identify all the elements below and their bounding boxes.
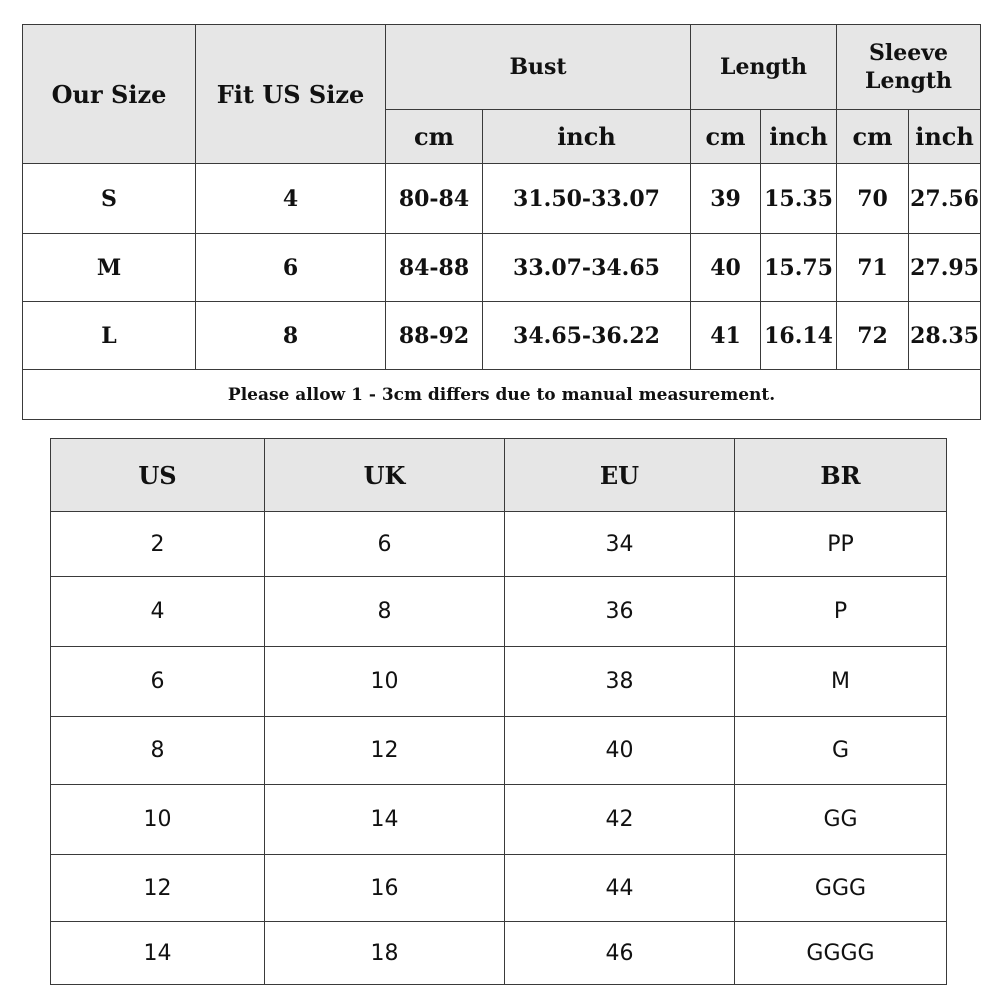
header-our-size: Our Size [23,25,196,164]
br-cell: G [735,717,947,785]
unit-bust-inch: inch [483,110,691,164]
header-sleeve-length [837,25,981,110]
eu-cell: 34 [505,512,735,577]
eu-cell: 42 [505,785,735,855]
sleeve-inch-cell: 27.56 [909,164,981,234]
br-cell: M [735,647,947,717]
br-cell: PP [735,512,947,577]
unit-bust-cm: cm [386,110,483,164]
unit-length-inch: inch [761,110,837,164]
length-inch-cell: 16.14 [761,302,837,370]
bust-cm-cell: 80-84 [386,164,483,234]
us-cell: 10 [51,785,265,855]
uk-cell: 14 [265,785,505,855]
unit-length-cm: cm [691,110,761,164]
header-sleeve-length-line2: Length [865,68,953,94]
br-cell: GGG [735,855,947,922]
header-fit-us-size: Fit US Size [196,25,386,164]
sleeve-cm-cell: 72 [837,302,909,370]
uk-cell: 12 [265,717,505,785]
table-row [51,512,947,577]
header-us: US [51,439,265,512]
header-eu: EU [505,439,735,512]
br-cell: GGGG [735,922,947,985]
us-cell: 12 [51,855,265,922]
length-cm-cell: 40 [691,234,761,302]
table-row [51,577,947,647]
table-row [51,922,947,985]
header-uk: UK [265,439,505,512]
header-bust: Bust [386,25,691,110]
bust-cm-cell: 84-88 [386,234,483,302]
us-size-cell: 6 [196,234,386,302]
uk-cell: 18 [265,922,505,985]
uk-cell: 10 [265,647,505,717]
size-conversion-table [50,438,947,985]
eu-cell: 46 [505,922,735,985]
us-cell: 14 [51,922,265,985]
eu-cell: 44 [505,855,735,922]
us-cell: 8 [51,717,265,785]
sleeve-inch-cell: 27.95 [909,234,981,302]
eu-cell: 40 [505,717,735,785]
sleeve-cm-cell: 70 [837,164,909,234]
sleeve-cm-cell: 71 [837,234,909,302]
size-cell: M [23,234,196,302]
table-row [51,855,947,922]
size-cell: S [23,164,196,234]
measurement-note: Please allow 1 - 3cm differs due to manual measurement. [23,370,981,420]
us-cell: 6 [51,647,265,717]
br-cell: GG [735,785,947,855]
uk-cell: 16 [265,855,505,922]
length-cm-cell: 41 [691,302,761,370]
size-cell: L [23,302,196,370]
table-row [23,164,981,234]
header-br: BR [735,439,947,512]
bust-cm-cell: 88-92 [386,302,483,370]
size-chart-table [22,24,981,420]
us-size-cell: 8 [196,302,386,370]
table-row [23,234,981,302]
br-cell: P [735,577,947,647]
uk-cell: 6 [265,512,505,577]
us-cell: 2 [51,512,265,577]
table-row [51,717,947,785]
bust-inch-cell: 31.50-33.07 [483,164,691,234]
unit-sleeve-cm: cm [837,110,909,164]
table-row [51,647,947,717]
bust-inch-cell: 33.07-34.65 [483,234,691,302]
table-row [23,302,981,370]
length-inch-cell: 15.35 [761,164,837,234]
sleeve-inch-cell: 28.35 [909,302,981,370]
us-cell: 4 [51,577,265,647]
header-sleeve-length-line1: Sleeve [869,40,949,66]
unit-sleeve-inch: inch [909,110,981,164]
table-row [51,785,947,855]
length-inch-cell: 15.75 [761,234,837,302]
uk-cell: 8 [265,577,505,647]
us-size-cell: 4 [196,164,386,234]
length-cm-cell: 39 [691,164,761,234]
eu-cell: 38 [505,647,735,717]
eu-cell: 36 [505,577,735,647]
bust-inch-cell: 34.65-36.22 [483,302,691,370]
header-length: Length [691,25,837,110]
